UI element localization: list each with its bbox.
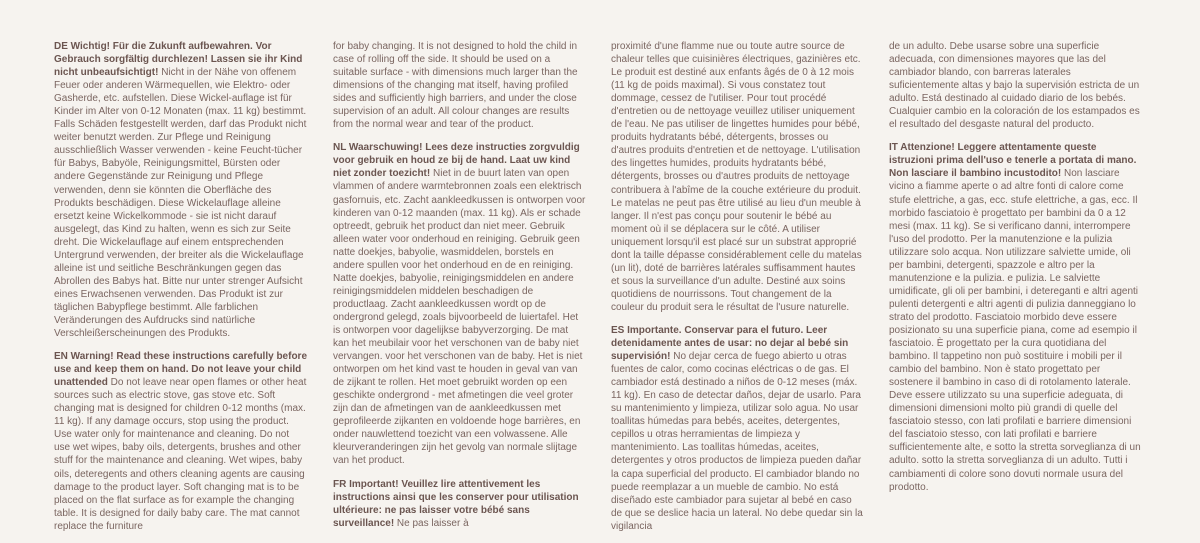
paragraph-en [54, 350, 307, 533]
paragraph-en-cont [333, 40, 586, 131]
heading-de: DE Wichtig! Für die Zukunft aufbewahren. Vor Gebrauch sorgfältig durchlezen! Lassen sie ihr Kind nicht unbeaufsichtigt! [54, 41, 303, 79]
paragraph-es [611, 324, 864, 533]
paragraph-fr [333, 478, 586, 530]
column-3 [611, 40, 864, 543]
heading-fr: FR Important! Veuillez lire attentivement les instructions ainsi que les conserver pour utilisation ultérieure: ne pas laisser votre bébé sans surveillance! [333, 478, 579, 529]
heading-nl: NL Waarschuwing! Lees deze instructies zorgvuldig voor gebruik en houd ze bij de hand. Laat uw kind niet zonder toezicht! [333, 142, 580, 180]
paragraph-nl [333, 141, 586, 467]
paragraph-fr-cont [611, 40, 864, 314]
column-4 [889, 40, 1142, 504]
heading-en: EN Warning! Read these instructions carefully before use and keep them on hand. Do not leave your child unattended [54, 351, 308, 389]
body-fr: Ne pas laisser à [394, 517, 469, 529]
body-nl: Niet in de buurt laten van open vlammen of andere warmtebronnen zoals een elektrisch gasfornuis, etc. Zacht aankleedkussen is ontworpen voor kinderen van 0-12 maanden (max. 11 kg). Als er schade optreedt, gebruik het product dan niet meer. Gebruik alleen water voor onderhoud en reiniging. Gebruik geen natte doekjes, babyolie, wasmiddelen, borstels en andere spullen voor het onderhoud en de en reiniging. Natte doekjes, babyolie, reinigingsmiddelen en andere reinigingsmiddelen middelen beschadigen de productlaag. Zacht aankleedkussen wordt op de ondergrond gelegd, zoals bijvoorbeeld de luiertafel. Het is ontworpen voor dagelijkse babyverzorging. De mat kan het meubilair voor het verschonen van de baby niet vervangen. voor het verschonen van de baby. Het is niet ontworpen om het kind vast te houden in geval van van de zijkant te rollen. Het moet gebruikt worden op een geschikte ondergrond - met afmetingen die veel groter zijn dan de afmetingen van de aankleedkussen met geprofileerde zijkanten en voldoende hoge barrières, en onder nauwlettend toezicht van een volwassene. Alle kleurveranderingen zijn het gevolg van normale slijtage van het product. [333, 168, 586, 467]
paragraph-es-cont [889, 40, 1142, 131]
heading-it: IT Attenzione! Leggere attentamente queste istruzioni prima dell'uso e tenerle a portata di mano. Non lasciare il bambino incustodito! [889, 142, 1137, 180]
body-es: No dejar cerca de fuego abierto u otras fuentes de calor, como cocinas eléctricas o de gas. El cambiador está destinado a niños de 0-12 meses (máx. 11 kg). En caso de detectar daños, dejar de usarlo. Para su mantenimiento y limpieza, utilizar solo agua. No usar toallitas húmedas para bebés, aceites, detergentes, cepillos u otras herramientas de limpieza y mantenimiento. Las toallitas húmedas, aceites, detergentes y otros productos de limpieza pueden dañar la capa superficial del producto. El cambiador blando no puede reemplazar a un mueble de cambio. No está diseñado este cambiador para sujetar al bebé en caso de que se deslice hacia un lateral. No debe quedar sin la vigilancia [611, 351, 863, 532]
paragraph-de [54, 40, 307, 340]
column-2 [333, 40, 586, 540]
body-en-cont: for baby changing. It is not designed to hold the child in case of rolling off the side. It should be used on a suitable surface - with dimensions much larger than the dimensions of the changing mat itself, having profiled sides and sufficiently high barriers, and under the close supervision of an adult. All colour changes are results from the normal wear and tear of the product. [333, 41, 578, 131]
body-fr-cont: proximité d'une flamme nue ou toute autre source de chaleur telles que cuisinières électriques, gazinières etc. Le produit est destiné aux enfants âgés de 0 à 12 mois (11 kg de poids maximal). Si vous constatez tout dommage, cessez de l'utiliser. Pour tout procédé d'entretien ou de nettoyage veuillez utiliser uniquement de l'eau. Ne pas utiliser de lingettes humides pour bébé, produits hydratants bébé, détergents, brosses ou d'autres produits d'entretien et de nettoyage. L'utilisation des lingettes humides, produits hydratants bébé, détergents, brosses ou d'autres produits de nettoyage contribuera à l'abîme de la couche extérieure du produit. Le matelas ne peut pas être utilisé au lieu d'un meuble à langer. Il n'est pas conçu pour soutenir le bébé au moment où il se déplacera sur le côté. A utiliser uniquement lorsqu'il est placé sur un substrat approprié dont la taille dépasse considérablement celle du matelas (un lit), doté de barrières latérales suffisamment hautes et sous la surveillance d'un adulte. Destiné aux soins quotidiens de nourrissons. Tout changement de la couleur du produit sera le résultat de l'usure naturelle. [611, 41, 862, 313]
body-en: Do not leave near open flames or other heat sources such as electric stove, gas stove etc. Soft changing mat is designed for children 0-12 months (max. 11 kg). If any damage occurs, stop using the product. Use water only for maintenance and cleaning. Do not use wet wipes, baby oils, detergents, brushes and other stuff for the maintenance and cleaning. Wet wipes, baby oils, deteregents and others cleaning agents are causing damage to the product layer. Soft changing mat is to be placed on the flat surface as for example the changing table. It is designed for daily baby care. The mat cannot replace the furniture [54, 377, 307, 532]
body-es-cont: de un adulto. Debe usarse sobre una superficie adecuada, con dimensiones mayores que las del cambiador blando, con barreras laterales suficientemente altas y bajo la supervisión estricta de un adulto. Está destinado al cuidado diario de los bebés. Cualquier cambio en la coloración de los estampados es el resultado del desgaste natural del producto. [889, 41, 1140, 131]
column-1 [54, 40, 307, 543]
heading-es: ES Importante. Conservar para el futuro. Leer detenidamente antes de usar: no dejar al bebé sin supervisión! [611, 324, 849, 363]
body-de: Nicht in der Nähe von offenem Feuer oder anderen Wärmequellen, wie Elektro- oder Gasherde, etc. aufstellen. Diese Wickel-auflage ist für Kinder im Alter von 0-12 Monaten (max. 11 kg) bestimmt. Falls Schäden festgestellt werden, darf das Produkt nicht weiter benutzt werden. Zur Pflege und Reinigung ausschließlich Wasser verwenden - keine Feucht-tücher für Babys, Babyöle, Reinigungsmittel, Bürsten oder andere Gegenstände zur Reinigung und Pflege verwenden, denn sie könnten die Oberfläche des Produkts beschädigen. Diese Wickelauflage alleine ersetzt keine Wickelkommode - sie ist nicht darauf ausgelegt, das Kind zu halten, wenn es sich zur Seite dreht. Die Wickelauflage auf einem entsprechenden Untergrund verwenden, der breiter als die Wickelauflage alleine ist und seitliche Beschränkungen gegen das Abrollen des Babys hat. Bitte nur unter strenger Aufsicht eines Erwachsenen verwenden. Das Produkt ist zur täglichen Babypflege bestimmt. Alle farblichen Veränderungen des Aufdrucks sind natürliche Verschleißerscheinungen des Produkts. [54, 67, 307, 340]
paragraph-it [889, 141, 1142, 493]
body-it: Non lasciare vicino a fiamme aperte o ad altre fonti di calore come stufe elettriche, a gas, ecc. stufe elettriche, a gas, ecc. Il morbido fasciatoio è progettato per bambini da 0 a 12 mesi (max. 11 kg). Se si verificano danni, interrompere l'uso del prodotto. Per la manutenzione e la pulizia utilizzare solo acqua. Non utilizzare salviette umide, oli per bambini, detergenti, spazzole e altro per la manutenzione e la pulizia. e pulizia. Le salviette umidificate, gli oli per bambini, i detereganti e altri agenti pulenti detergenti e altri agenti di pulizia danneggiano lo strato del prodotto. Fasciatoio morbido deve essere posizionato su una superficie piana, come ad esempio il fasciatoio. È progettato per la cura quotidiana del bambino. Il tappetino non può sostituire i mobili per il cambio del bambino. Non è stato progettato per sostenere il bambino in caso di di rotolamento laterale. Deve essere utilizzato su una superficie adeguata, di dimensioni dimensioni molto più grandi di quelle del fasciatoio stesso, con lati profilati e barriere dimensioni del fasciatoio stesso, con lati profilati e barriere sufficientemente alte, e sotto la stretta sorveglianza di un adulto. sotto la stretta sorveglianza di un adulto. Tutti i cambiamenti di colore sono dovuti normale usura del prodotto. [889, 168, 1141, 493]
